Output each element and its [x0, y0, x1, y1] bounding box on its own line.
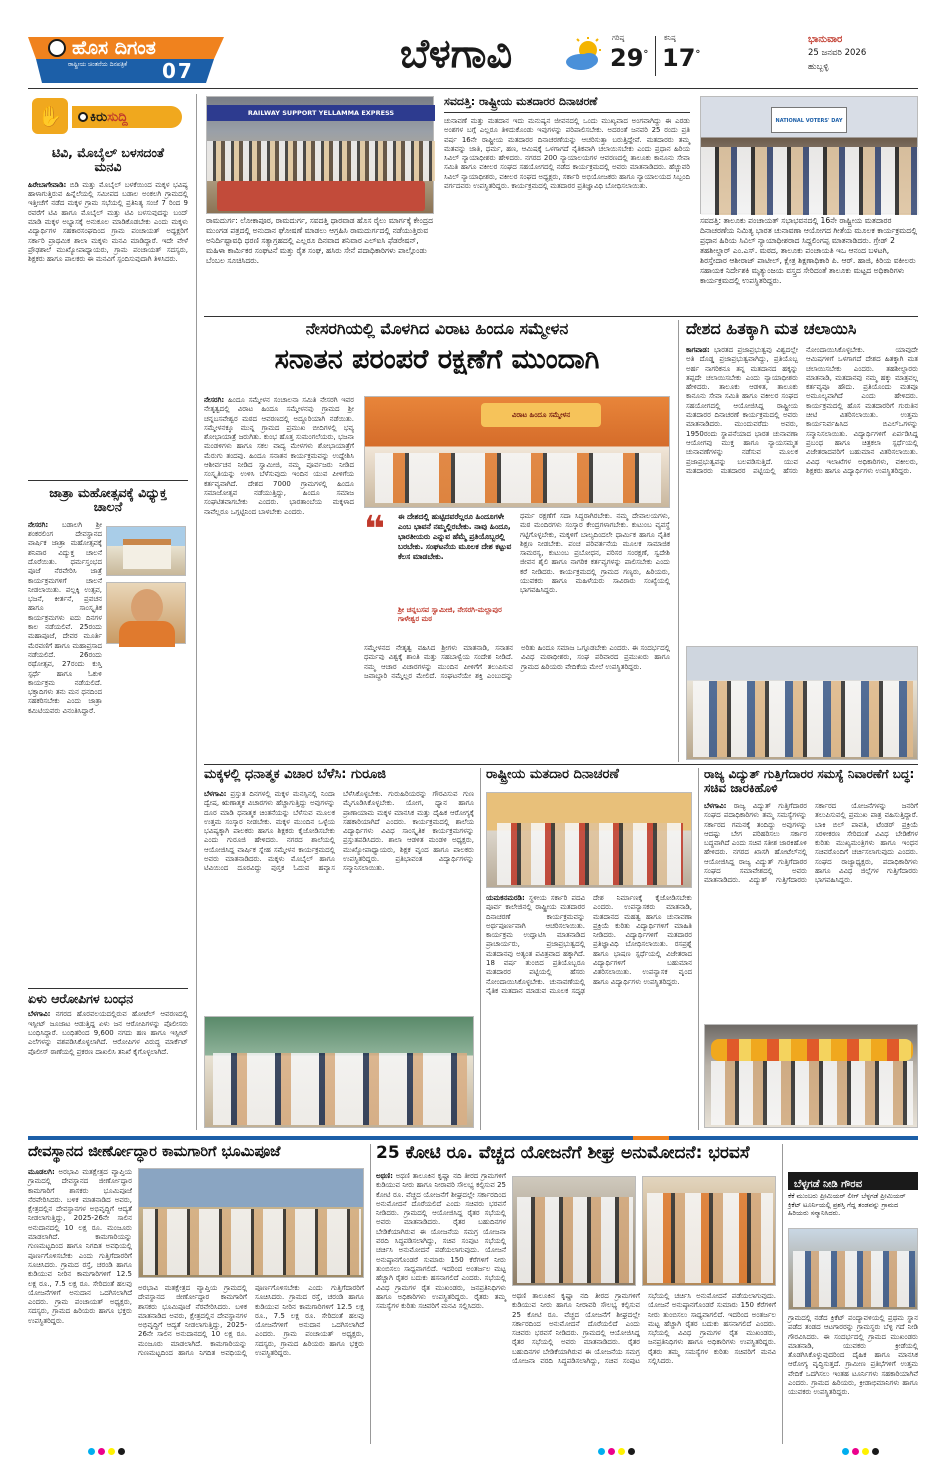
desha-people-shape: [693, 681, 913, 757]
guruji-dateline: ಬೆಳಗಾವಿ:: [204, 790, 227, 798]
stage-banner: ವಿರಾಟ ಹಿಂದೂ ಸಮ್ಮೇಳನ: [481, 403, 601, 427]
silver-mace-title: ಬೆಳ್ಳಗಡೆ ನೀಡಿ ಗೌರವ: [794, 1179, 863, 1190]
yamakanamaradi-people-shape: [497, 823, 683, 885]
reg-dots-right-icon: [842, 1448, 879, 1455]
swamiji-face-shape: [131, 589, 163, 625]
lead-col-1-text: ಹಿಂದೂ ಸಮ್ಮೇಳನ ಸಂಚಾಲನಾ ಸಮಿತಿ ನೇಸರಗಿ ಇವರ ನೇತೃತ್ವದಲ್ಲಿ ವಿರಾಟ ಹಿಂದೂ ಸಮ್ಮೇಳನವು ಗ್ರಾಮದ ಶ್ರೀ ಚನ್ನಬಸವೇಶ್ವರ ಮಠದ ಆವರಣದಲ್ಲಿ ಅದ್ದೂರಿಯಾಗಿ ನಡೆಯಿತು. ಸಮ್ಮೇಳನಕ್ಕೂ ಮುನ್ನ ಗ್ರಾಮದ ಪ್ರಮುಖ ಬೀದಿಗಳಲ್ಲಿ ಭವ್ಯ ಶೋಭಾಯಾತ್ರೆ ಜರುಗಿತು. ಕುಂಭ ಹೊತ್ತ ಸುಮಂಗಲೆಯರು, ಭಜನಾ ಮಂಡಳಿಗಳು ಹಾಗೂ ಸಕಲ ವಾದ್ಯ ಮೇಳಗಳು ಶೋಭಾಯಾತ್ರೆಗೆ ಮೆರುಗು ತಂದವು. ಹಿಂದೂ ಸನಾತನ ಕಾರ್ಯಕ್ರಮವನ್ನು ಉದ್ದೇಶಿಸಿ ಆಶೀರ್ವಚನ ನೀಡಿದ ಸ್ವಾಮೀಜಿ, ನಮ್ಮ ಪೂರ್ವಜರು ನೀಡಿದ ಸಂಸ್ಕೃತಿಯನ್ನು ಉಳಿಸಿ ಬೆಳೆಸುವುದು ಇಂದಿನ ಯುವ ಪೀಳಿಗೆಯ ಕರ್ತವ್ಯವಾಗಿದೆ. ದೇಶದ 7000 ಗ್ರಾಮಗಳಲ್ಲಿ ಹಿಂದೂ ಸಮಾಜೋತ್ಸವ ನಡೆಯುತ್ತಿದ್ದು, ಹಿಂದೂ ಸಮಾಜ ಸಂಘಟಿತವಾಗಬೇಕು ಎಂದರು. ಭಾರತಾಂಬೆಯ ಮಕ್ಕಳಾದ ನಾವೆಲ್ಲರೂ ಒಗ್ಗಟ್ಟಿನಿಂದ ಬಾಳಬೇಕು ಎಂದರು.: [204, 396, 354, 516]
city-text: ಹುಬ್ಬಳ್ಳಿ: [808, 62, 829, 72]
min-temp-value: 17: [662, 44, 696, 72]
project-approval-photo-1: [512, 1176, 636, 1286]
guruji-photo: [204, 1016, 474, 1128]
silver-mace-header: [788, 1172, 918, 1190]
silver-mace-body: ಗ್ರಾಮದಲ್ಲಿ ನಡೆದ ಕ್ರಿಕೆಟ್ ಪಂದ್ಯಾವಳಿಯಲ್ಲಿ ಪ್ರಥಮ ಸ್ಥಾನ ಪಡೆದ ತಂಡದ ಆಟಗಾರರನ್ನು ಗ್ರಾಮಸ್ಥರು ಬೆಳ್ಳಿ ಗದೆ ನೀಡಿ ಗೌರವಿಸಿದರು. ಈ ಸಂದರ್ಭದಲ್ಲಿ ಗ್ರಾಮದ ಮುಖಂಡರು ಮಾತನಾಡಿ, ಯುವಕರು ಕ್ರೀಡೆಯಲ್ಲಿ ತೊಡಗಿಸಿಕೊಳ್ಳುವುದರಿಂದ ದೈಹಿಕ ಹಾಗೂ ಮಾನಸಿಕ ಆರೋಗ್ಯ ವೃದ್ಧಿಸುತ್ತದೆ. ಗ್ರಾಮೀಣ ಪ್ರತಿಭೆಗಳಿಗೆ ಉತ್ತಮ ವೇದಿಕೆ ಒದಗಿಸಲು ಇಂತಹ ಟೂರ್ನಿಗಳು ಸಹಕಾರಿಯಾಗಿವೆ ಎಂದರು. ಗ್ರಾಮದ ಹಿರಿಯರು, ಕ್ರೀಡಾಭಿಮಾನಿಗಳು ಹಾಗೂ ಯುವಕರು ಉಪಸ್ಥಿತರಿದ್ದರು.: [788, 1314, 918, 1397]
date-text: 25 ಜನವರಿ 2026: [808, 48, 867, 58]
reg-dots-left-icon: [88, 1448, 125, 1455]
lead-col-3: ಸಮ್ಮೇಳನದ ನೇತೃತ್ವ ವಹಿಸಿದ ಶ್ರೀಗಳು ಮಾತನಾಡಿ, ಸನಾತನ ಧರ್ಮವು ವಿಶ್ವಕ್ಕೆ ಶಾಂತಿ ಮತ್ತು ಸಹಬಾಳ್ವೆಯ ಸಂದೇಶ ನೀಡಿದೆ. ನಮ್ಮ ಆಚಾರ ವಿಚಾರಗಳನ್ನು ಮುಂದಿನ ಪೀಳಿಗೆಗೆ ತಲುಪಿಸುವ ಜವಾಬ್ದಾರಿ ನಮ್ಮೆಲ್ಲರ ಮೇಲಿದೆ. ಸಂಘಟನೆಯೇ ಶಕ್ತಿ ಎಂಬುದನ್ನು ಅರಿತು ಹಿಂದೂ ಸಮಾಜ ಒಗ್ಗೂಡಬೇಕು ಎಂದರು. ಈ ಸಂದರ್ಭದಲ್ಲಿ ವಿವಿಧ ಮಠಾಧೀಶರು, ಸಂಘ ಪರಿವಾರದ ಪ್ರಮುಖರು ಹಾಗೂ ಗ್ರಾಮದ ಹಿರಿಯರು ವೇದಿಕೆಯ ಮೇಲೆ ಉಪಸ್ಥಿತರಿದ್ದರು.: [364, 644, 670, 680]
railway-protest-photo: [206, 96, 434, 214]
masthead: [0, 0, 945, 92]
desha-title: ದೇಶದ ಹಿತಕ್ಕಾಗಿ ಮತ ಚಲಾಯಿಸಿ: [686, 319, 857, 338]
temple-shape: [123, 539, 171, 569]
desha-story[interactable]: [686, 320, 918, 762]
swamiji-robe-shape: [119, 621, 175, 647]
silver-mace-photo: [788, 1228, 918, 1310]
row3-divider-2: [698, 768, 699, 1130]
kiru-story-1[interactable]: [28, 146, 188, 476]
row3-divider-1: [480, 768, 481, 1130]
yamakanamaradi-story[interactable]: [486, 768, 692, 1130]
protest-banner: RAILWAY SUPPORT YELLAMMA EXPRESS: [207, 105, 435, 121]
kiru-story-2-body-rest: [28, 646, 188, 986]
electricity-dateline: ಬೆಳಗಾವಿ:: [704, 802, 727, 810]
bottom-divider-2: [782, 1144, 783, 1444]
temple-photo: [106, 526, 186, 576]
project-approval-photo-2: [642, 1176, 776, 1286]
temple-renovation-crowd-shape: [143, 1209, 361, 1275]
degree-symbol: °: [643, 49, 649, 60]
electricity-people-shape: [711, 1061, 913, 1125]
temple-renovation-story[interactable]: [28, 1144, 364, 1444]
hindu-sammelana-photo: [364, 396, 670, 508]
yamakanamaradi-dateline: ಯಮಕನಮರಡಿ:: [486, 894, 525, 902]
desha-photo: [686, 646, 918, 760]
weather-sun-cloud-icon: [564, 36, 604, 72]
kiru-story-2-dateline: ನೇಸರಗಿ:: [28, 520, 49, 529]
kiru-story-2-text: ಬಡಾಲಗಿ ಶ್ರೀ ಶಂಕರಲಿಂಗ ದೇವಸ್ಥಾನದ ವಾರ್ಷಿಕ ಜಾತ್ರಾ ಮಹೋತ್ಸವಕ್ಕೆ ಶನಿವಾರ ವಿದ್ಯುಕ್ತ ಚಾಲನೆ ದೊರೆಯಿತು. ಧರ್ಮಸ್ತಂಭದ ಪೂಜೆ ನೆರವೇರಿಸಿ ಜಾತ್ರೆ ಕಾರ್ಯಕ್ರಮಗಳಿಗೆ ಚಾಲನೆ ನೀಡಲಾಯಿತು. ಪಲ್ಲಕ್ಕಿ ಉತ್ಸವ, ಭಜನೆ, ಕೀರ್ತನೆ, ಪ್ರವಚನ ಹಾಗೂ ಸಾಂಸ್ಕೃತಿಕ ಕಾರ್ಯಕ್ರಮಗಳು ಐದು ದಿನಗಳ ಕಾಲ ನಡೆಯಲಿವೆ. 25ರಂದು ಮಹಾಪೂಜೆ, ದೇವರ ಮೂರ್ತಿ ಮೆರವಣಿಗೆ ಹಾಗೂ ಮಹಾಪ್ರಸಾದ ನಡೆಯಲಿದೆ. 26ರಂದು ರಥೋತ್ಸವ, 27ರಂದು ಕುಸ್ತಿ ಸ್ಪರ್ಧೆ ಹಾಗೂ ಓಕುಳಿ ಕಾರ್ಯಕ್ರಮ ನಡೆಯಲಿದೆ. ಭಕ್ತಾದಿಗಳು ತನು ಮನ ಧನದಿಂದ ಸಹಕರಿಸಬೇಕು ಎಂದು ಜಾತ್ರಾ ಕಮಿಟಿಯವರು ವಿನಂತಿಸಿದ್ದಾರೆ.: [28, 520, 102, 715]
reg-dots-center-icon: [598, 1448, 635, 1455]
logo-block[interactable]: [28, 33, 224, 85]
day-name: ಭಾನುವಾರ: [808, 34, 843, 45]
edition-title: ಬೆಳಗಾವಿ: [400, 31, 513, 77]
electricity-photo: [704, 1024, 918, 1128]
kiru-story-3-body: [28, 1010, 188, 1118]
quote-icon: ❝: [364, 509, 386, 550]
savadatti-title-rule: [444, 112, 690, 113]
temp-divider: [655, 36, 656, 76]
bottom-divider-1: [370, 1144, 371, 1444]
savadatti-story-title: ಸವದತ್ತಿ: ರಾಷ್ಟ್ರೀಯ ಮತದಾರರ ದಿನಾಚರಣೆ: [444, 95, 598, 108]
left-column-divider: [196, 94, 197, 1130]
voters-day-banner: NATIONAL VOTERS' DAY: [771, 107, 847, 133]
max-temp: [610, 44, 648, 72]
project-approval-text: ಅಥಣಿ ತಾಲೂಕಿನ ಕೃಷ್ಣಾ ನದಿ ತೀರದ ಗ್ರಾಮಗಳಿಗೆ ಕುಡಿಯುವ ನೀರು ಹಾಗೂ ನೀರಾವರಿ ಸೌಲಭ್ಯ ಕಲ್ಪಿಸುವ 25 ಕೋಟಿ ರೂ. ವೆಚ್ಚದ ಯೋಜನೆಗೆ ಶೀಘ್ರದಲ್ಲೇ ಸರ್ಕಾರದಿಂದ ಅನುಮೋದನೆ ದೊರೆಯಲಿದೆ ಎಂದು ಸಚಿವರು ಭರವಸೆ ನೀಡಿದರು. ಗ್ರಾಮದಲ್ಲಿ ಆಯೋಜಿಸಿದ್ದ ರೈತರ ಸಭೆಯಲ್ಲಿ ಅವರು ಮಾತನಾಡಿದರು. ರೈತರ ಬಹುದಿನಗಳ ಬೇಡಿಕೆಯಾಗಿರುವ ಈ ಯೋಜನೆಯ ಸಮಗ್ರ ಯೋಜನಾ ವರದಿ ಸಿದ್ಧಪಡಿಸಲಾಗಿದ್ದು, ಸಚಿವ ಸಂಪುಟ ಸಭೆಯಲ್ಲಿ ಚರ್ಚಿಸಿ ಅನುಮೋದನೆ ಪಡೆಯಲಾಗುವುದು. ಯೋಜನೆ ಅನುಷ್ಠಾನಗೊಂಡರೆ ಸುಮಾರು 150 ಕೆರೆಗಳಿಗೆ ನೀರು ತುಂಬಿಸಲು ಸಾಧ್ಯವಾಗಲಿದೆ. ಇದರಿಂದ ಅಂತರ್ಜಲ ಮಟ್ಟ ಹೆಚ್ಚಾಗಿ ರೈತರ ಬದುಕು ಹಸನಾಗಲಿದೆ ಎಂದರು. ಸಭೆಯಲ್ಲಿ ವಿವಿಧ ಗ್ರಾಮಗಳ ರೈತ ಮುಖಂಡರು, ಜನಪ್ರತಿನಿಧಿಗಳು ಹಾಗೂ ಅಧಿಕಾರಿಗಳು ಉಪಸ್ಥಿತರಿದ್ದರು. ರೈತರು ತಮ್ಮ ಸಮಸ್ಯೆಗಳ ಕುರಿತು ಸಚಿವರಿಗೆ ಮನವಿ ಸಲ್ಲಿಸಿದರು.: [376, 1172, 506, 1311]
electricity-story[interactable]: [704, 768, 918, 1130]
kiru-story-2[interactable]: [28, 486, 188, 986]
temple-renovation-col-2: ಅರಭಾವಿ ಮತಕ್ಷೇತ್ರದ ವ್ಯಾಪ್ತಿಯ ಗ್ರಾಮದಲ್ಲಿ ದೇವಸ್ಥಾನದ ಜೀರ್ಣೋದ್ಧಾರ ಕಾಮಗಾರಿಗೆ ಶಾಸಕರು ಭೂಮಿಪೂಜೆ ನೆರವೇರಿಸಿದರು. ಬಳಿಕ ಮಾತನಾಡಿದ ಅವರು, ಕ್ಷೇತ್ರದಲ್ಲಿನ ದೇವಸ್ಥಾನಗಳ ಅಭಿವೃದ್ಧಿಗೆ ಆದ್ಯತೆ ನೀಡಲಾಗುತ್ತಿದ್ದು, 2025-26ನೇ ಸಾಲಿನ ಅನುದಾನದಲ್ಲಿ 10 ಲಕ್ಷ ರೂ. ಮಂಜೂರು ಮಾಡಲಾಗಿದೆ. ಕಾಮಗಾರಿಯನ್ನು ಗುಣಮಟ್ಟದಿಂದ ಹಾಗೂ ನಿಗದಿತ ಅವಧಿಯಲ್ಲಿ ಪೂರ್ಣಗೊಳಿಸಬೇಕು ಎಂದು ಗುತ್ತಿಗೆದಾರರಿಗೆ ಸೂಚಿಸಿದರು. ಗ್ರಾಮದ ರಸ್ತೆ, ಚರಂಡಿ ಹಾಗೂ ಕುಡಿಯುವ ನೀರಿನ ಕಾಮಗಾರಿಗಳಿಗೆ 12.5 ಲಕ್ಷ ರೂ., 7.5 ಲಕ್ಷ ರೂ. ಸೇರಿದಂತೆ ಹಲವು ಯೋಜನೆಗಳಿಗೆ ಅನುದಾನ ಒದಗಿಸಲಾಗಿದೆ ಎಂದರು. ಗ್ರಾಮ ಪಂಚಾಯತ್ ಅಧ್ಯಕ್ಷರು, ಸದಸ್ಯರು, ಗ್ರಾಮದ ಹಿರಿಯರು ಹಾಗೂ ಭಕ್ತರು ಉಪಸ್ಥಿತರಿದ್ದರು.: [138, 1284, 364, 1358]
lead-right-divider: [678, 320, 679, 762]
silver-mace-lead: ಕೆಕೆ ಮುಂಬರು ಪ್ರೀಮಿಯರ್ ಲೀಗ್ ಬೆಳ್ಳಗಡೆ ಪ್ರೀಮಿಯರ್ ಕ್ರಿಕೆಟ್ ಟೂರ್ನಿಯಲ್ಲಿ ಪ್ರಶಸ್ತಿ ಗೆದ್ದ ತಂಡವನ್ನು ಗ್ರಾಮದ ಹಿರಿಯರು ಸನ್ಮಾನಿಸಿದರು.: [788, 1192, 906, 1217]
swamiji-photo: [106, 582, 186, 644]
top-row-rule: [204, 316, 918, 317]
lead-col-1: [204, 396, 354, 760]
project-approval-title: 25 ಕೋಟಿ ರೂ. ವೆಚ್ಚದ ಯೋಜನೆಗೆ ಶೀಘ್ರ ಅನುಮೋದನೆ: ಭರವಸೆ: [376, 1143, 750, 1163]
kiru-story-2-body-top: [28, 520, 102, 715]
railway-photo-caption: ರಾಮದುರ್ಗ: ಲೋಕಾಪೂರ, ರಾಮದುರ್ಗ, ಸವದತ್ತಿ ಧಾರವಾಡ ಹೊಸ ರೈಲು ಮಾರ್ಗಕ್ಕೆ ಕೇಂದ್ರದ ಮುಂಗಡ ಪತ್ರದಲ್ಲಿ ಅನುದಾನ ಘೋಷಣೆ ಮಾಡಲು ಆಗ್ರಹಿಸಿ ರಾಮದುರ್ಗದಲ್ಲಿ ನಡೆಯುತ್ತಿರುವ ಅನಿರ್ದಿಷ್ಟಾವಧಿ ಧರಣಿ ಸತ್ಯಾಗ್ರಹದಲ್ಲಿ ಎಲ್ಲರೂ ದಿನವಾದ ಶನಿವಾರ ಎಲ್‌ಐಸಿ ಫೆಡರೇಷನ್, ಮಹಿಳಾ ಕಾರ್ಮಿಕರ ಸಂಘಟನೆ ಮತ್ತು ರೈತ ಸಂಘ, ಹಸಿರು ಸೇನೆ ಪದಾಧಿಕಾರಿಗಳು ಪಾಲ್ಗೊಂಡು ಬೆಂಬಲ ಸೂಚಿಸಿದರು.: [206, 216, 433, 265]
electricity-title: ರಾಜ್ಯ ವಿದ್ಯುತ್ ಗುತ್ತಿಗೆದಾರರ ಸಮಸ್ಯೆ ನಿವಾರಣೆಗೆ ಬದ್ಧ: ಸಚಿವ ಜಾರಕಿಹೊಳಿ: [704, 767, 915, 795]
project-approval-col-1: [376, 1172, 506, 1442]
people-shape: [701, 147, 919, 215]
min-temp: [662, 44, 700, 72]
kiru-brand-b: ಸುದ್ದಿ: [107, 110, 128, 125]
guruji-people-shape: [213, 1053, 467, 1125]
temple-renovation-photo: [138, 1168, 364, 1278]
lead-col-2: ಧರ್ಮ ರಕ್ಷಣೆಗೆ ಸದಾ ಸಿದ್ಧರಾಗಿರಬೇಕು. ನಮ್ಮ ದೇವಾಲಯಗಳು, ಮಠ ಮಂದಿರಗಳು ಸಂಸ್ಕಾರ ಕೇಂದ್ರಗಳಾಗಬೇಕು. ಕುಟುಂಬ ವ್ಯವಸ್ಥೆ ಗಟ್ಟಿಗೊಳ್ಳಬೇಕು, ಮಕ್ಕಳಿಗೆ ಬಾಲ್ಯದಿಂದಲೇ ಧಾರ್ಮಿಕ ಹಾಗೂ ನೈತಿಕ ಶಿಕ್ಷಣ ನೀಡಬೇಕು. ಪಂಚ ಪರಿವರ್ತನೆಯ ಮೂಲಕ ಸಾಮಾಜಿಕ ಸಾಮರಸ್ಯ, ಕುಟುಂಬ ಪ್ರಬೋಧನ, ಪರಿಸರ ಸಂರಕ್ಷಣೆ, ಸ್ವದೇಶಿ ಜೀವನ ಶೈಲಿ ಹಾಗೂ ನಾಗರಿಕ ಕರ್ತವ್ಯಗಳನ್ನು ಪಾಲಿಸಬೇಕು ಎಂದು ಕರೆ ನೀಡಿದರು. ಕಾರ್ಯಕ್ರಮದಲ್ಲಿ ಗ್ರಾಮದ ಗಣ್ಯರು, ಹಿರಿಯರು, ಯುವಕರು ಹಾಗೂ ಮಹಿಳೆಯರು ಸಾವಿರಾರು ಸಂಖ್ಯೆಯಲ್ಲಿ ಭಾಗವಹಿಸಿದ್ದರು.: [520, 512, 670, 595]
savadatti-story-body: ಚುನಾವಣೆ ಮತ್ತು ಮತದಾನ ಇದು ಮನುಷ್ಯನ ಜೀವನದಲ್ಲಿ ಒಂದು ಮುಖ್ಯವಾದ ಅಂಗವಾಗಿದ್ದು ಈ ಎರಡು ಅಂಶಗಳ ಬಗ್ಗೆ ಎಲ್ಲರೂ ತಿಳಿದುಕೊಂಡು ಇವುಗಳನ್ನು ಪರಿಪಾಲಿಸಬೇಕು. ಅದರಂತೆ ಜನವರಿ 25 ರಂದು ಪ್ರತಿ ವರ್ಷ 16ನೇ ರಾಷ್ಟ್ರೀಯ ಮತದಾರರ ದಿನಾಚರಣೆಯನ್ನು ಆಚರಿಸುತ್ತಾ ಬರುತ್ತಿದ್ದೇವೆ. ಮತದಾರರು ತಮ್ಮ ಮತವನ್ನು ಜಾತಿ, ಧರ್ಮ, ಹಣ, ಆಮಿಷಕ್ಕೆ ಒಳಗಾಗದೆ ನೈತಿಕವಾಗಿ ಚಲಾಯಿಸಬೇಕು ಎಂದು ಪ್ರಧಾನ ಹಿರಿಯ ಸಿವಿಲ್ ನ್ಯಾಯಾಧೀಶರು ಹೇಳಿದರು. ನಗರದ 200 ನ್ಯಾಯಾಲಯಗಳ ಆವರಣದಲ್ಲಿ ತಾಲೂಕು ಕಾನೂನು ಸೇವಾ ಸಮಿತಿ ಹಾಗೂ ವಕೀಲರ ಸಂಘದ ಸಹಯೋಗದಲ್ಲಿ ನಡೆದ ಕಾರ್ಯಕ್ರಮದಲ್ಲಿ ಅವರು ಮಾತನಾಡಿದರು. ಹೆಚ್ಚುವರಿ ಸಿವಿಲ್ ನ್ಯಾಯಾಧೀಶರು, ವಕೀಲರ ಸಂಘದ ಅಧ್ಯಕ್ಷರು, ಸರ್ಕಾರಿ ಅಭಿಯೋಜಕರು ಹಾಗೂ ನ್ಯಾಯಾಲಯದ ಸಿಬ್ಬಂದಿ ವರ್ಗದವರು ಉಪಸ್ಥಿತರಿದ್ದರು. ಕಾರ್ಯಕ್ರಮದಲ್ಲಿ ಮತದಾರರ ಪ್ರತಿಜ್ಞಾವಿಧಿ ಬೋಧಿಸಲಾಯಿತು.: [444, 117, 690, 191]
bottom-section-bar: [28, 1136, 918, 1140]
lead-quote-box: [364, 509, 516, 640]
temple-renovation-dateline: ಮೂಡಲಗಿ:: [28, 1168, 55, 1176]
max-temp-value: 29: [610, 44, 644, 72]
logo-emblem-icon: [48, 39, 66, 57]
electricity-turbans-shape: [711, 1039, 913, 1061]
project-approval-dateline: ಅಥಣಿ:: [376, 1172, 393, 1180]
guruji-body: [204, 790, 474, 1010]
kiru-story-3-title: ಏಳು ಆರೋಪಿಗಳ ಬಂಧನ: [28, 991, 134, 1006]
silver-mace-people-shape: [793, 1251, 915, 1307]
silver-mace-story[interactable]: [788, 1172, 918, 1444]
temple-renovation-title: ದೇವಸ್ಥಾನದ ಜೀರ್ಣೋದ್ಧಾರ ಕಾಮಗಾರಿಗೆ ಭೂಮಿಪೂಜೆ: [28, 1144, 281, 1160]
yamakanamaradi-photo: [486, 792, 692, 888]
kiru-story-2-title: ಜಾತ್ರಾ ಮಹೋತ್ಸವಕ್ಕೆ ವಿಧ್ಯುಕ್ತ ಚಾಲನೆ: [49, 485, 167, 515]
lead-story[interactable]: [204, 320, 670, 762]
yamakanamaradi-body: [486, 894, 692, 1128]
voters-day-photo: [700, 96, 918, 214]
guruji-body-text: ಪ್ರಸ್ತುತ ದಿನಗಳಲ್ಲಿ ಮಕ್ಕಳ ಮನಸ್ಸಿನಲ್ಲಿ ನಿಂದಾ ದ್ವೇಷ, ಋಣಾತ್ಮಕ ವಿಚಾರಗಳು ಹೆಚ್ಚಾಗುತ್ತಿದ್ದು ಅವುಗಳನ್ನು ದೂರ ಮಾಡಿ ಧನಾತ್ಮಕ ಚಿಂತನೆಯನ್ನು ಬೆಳೆಸುವ ಮೂಲಕ ಉತ್ತಮ ಸಂಸ್ಕಾರ ನೀಡಬೇಕು. ಮಕ್ಕಳ ಮುಂದಿನ ಒಳ್ಳೆಯ ಭವಿಷ್ಯಕ್ಕಾಗಿ ಪಾಲಕರು ಹಾಗೂ ಶಿಕ್ಷಕರು ಕೈಜೋಡಿಸಬೇಕು ಎಂದು ಗುರೂಜಿ ಹೇಳಿದರು. ನಗರದ ಶಾಲೆಯಲ್ಲಿ ಆಯೋಜಿಸಿದ್ದ ವಾರ್ಷಿಕ ಸ್ನೇಹ ಸಮ್ಮೇಳನ ಕಾರ್ಯಕ್ರಮದಲ್ಲಿ ಅವರು ಮಾತನಾಡಿದರು. ಮಕ್ಕಳು ಮೊಬೈಲ್ ಹಾಗೂ ಟಿವಿಯಿಂದ ದೂರವಿದ್ದು ಪುಸ್ತಕ ಓದುವ ಹವ್ಯಾಸ ಬೆಳೆಸಿಕೊಳ್ಳಬೇಕು. ಗುರುಹಿರಿಯರನ್ನು ಗೌರವಿಸುವ ಗುಣ ಮೈಗೂಡಿಸಿಕೊಳ್ಳಬೇಕು. ಯೋಗ, ಧ್ಯಾನ ಹಾಗೂ ಪ್ರಾಣಾಯಾಮ ಮಕ್ಕಳ ಮಾನಸಿಕ ಮತ್ತು ದೈಹಿಕ ಆರೋಗ್ಯಕ್ಕೆ ಸಹಕಾರಿಯಾಗಿದೆ ಎಂದರು. ಕಾರ್ಯಕ್ರಮದಲ್ಲಿ ಶಾಲೆಯ ವಿದ್ಯಾರ್ಥಿಗಳು ವಿವಿಧ ಸಾಂಸ್ಕೃತಿಕ ಕಾರ್ಯಕ್ರಮಗಳನ್ನು ಪ್ರಸ್ತುತಪಡಿಸಿದರು. ಶಾಲಾ ಆಡಳಿತ ಮಂಡಳಿ ಅಧ್ಯಕ್ಷರು, ಮುಖ್ಯೋಪಾಧ್ಯಾಯರು, ಶಿಕ್ಷಕ ವೃಂದ ಹಾಗೂ ಪಾಲಕರು ಉಪಸ್ಥಿತರಿದ್ದರು. ಪ್ರತಿಭಾವಂತ ವಿದ್ಯಾರ್ಥಿಗಳನ್ನು ಸನ್ಮಾನಿಸಲಾಯಿತು.: [204, 790, 474, 873]
yamakanamaradi-body-text: ಸ್ಥಳೀಯ ಸರ್ಕಾರಿ ಪದವಿ ಪೂರ್ವ ಕಾಲೇಜಿನಲ್ಲಿ ರಾಷ್ಟ್ರೀಯ ಮತದಾರರ ದಿನಾಚರಣೆ ಕಾರ್ಯಕ್ರಮವನ್ನು ಅರ್ಥಪೂರ್ಣವಾಗಿ ಆಚರಿಸಲಾಯಿತು. ಕಾರ್ಯಕ್ರಮ ಉದ್ಘಾಟಿಸಿ ಮಾತನಾಡಿದ ಪ್ರಾಚಾರ್ಯರು, ಪ್ರಜಾಪ್ರಭುತ್ವದಲ್ಲಿ ಮತದಾನವು ಅತ್ಯಂತ ಪವಿತ್ರವಾದ ಹಕ್ಕಾಗಿದೆ. 18 ವರ್ಷ ತುಂಬಿದ ಪ್ರತಿಯೊಬ್ಬರೂ ಮತದಾರರ ಪಟ್ಟಿಯಲ್ಲಿ ಹೆಸರು ನೋಂದಾಯಿಸಿಕೊಳ್ಳಬೇಕು. ಚುನಾವಣೆಯಲ್ಲಿ ನೈತಿಕ ಮತದಾನ ಮಾಡುವ ಮೂಲಕ ಸದೃಢ ದೇಶ ನಿರ್ಮಾಣಕ್ಕೆ ಕೈಜೋಡಿಸಬೇಕು ಎಂದರು. ಉಪನ್ಯಾಸಕರು ಮಾತನಾಡಿ, ಮತದಾನದ ಮಹತ್ವ ಹಾಗೂ ಚುನಾವಣಾ ಪ್ರಕ್ರಿಯೆ ಕುರಿತು ವಿದ್ಯಾರ್ಥಿಗಳಿಗೆ ಮಾಹಿತಿ ನೀಡಿದರು. ವಿದ್ಯಾರ್ಥಿಗಳಿಗೆ ಮತದಾರರ ಪ್ರತಿಜ್ಞಾವಿಧಿ ಬೋಧಿಸಲಾಯಿತು. ರಸಪ್ರಶ್ನೆ ಹಾಗೂ ಭಾಷಣ ಸ್ಪರ್ಧೆಯಲ್ಲಿ ವಿಜೇತರಾದ ವಿದ್ಯಾರ್ಥಿಗಳಿಗೆ ಬಹುಮಾನ ವಿತರಿಸಲಾಯಿತು. ಉಪನ್ಯಾಸಕ ವೃಂದ ಹಾಗೂ ವಿದ್ಯಾರ್ಥಿಗಳು ಉಪಸ್ಥಿತರಿದ್ದರು.: [486, 894, 692, 995]
project-approval-story[interactable]: [376, 1144, 776, 1444]
savadatti-story[interactable]: [444, 96, 690, 314]
kiru-brand-a: ಕಿರು: [90, 110, 108, 125]
registration-marks: [0, 1446, 945, 1460]
logo-text: ಹೊಸ ದಿಗಂತ: [72, 37, 156, 59]
guruji-title: ಮಕ್ಕಳಲ್ಲಿ ಧನಾತ್ಮಕ ವಿಚಾರ ಬೆಳೆಸಿ: ಗುರೂಜಿ: [204, 767, 387, 782]
yamakanamaradi-title: ರಾಷ್ಟ್ರೀಯ ಮತದಾರ ದಿನಾಚರಣೆ: [486, 767, 619, 782]
kiru-story-1-body: [28, 181, 188, 449]
kiru-story-1-title: ಟಿವಿ, ಮೊಬೈಲ್ ಬಳಸದಂತೆ ಮನವಿ: [51, 145, 165, 175]
kiru-dot-icon: [78, 112, 88, 122]
electricity-body: [704, 802, 918, 1020]
kiru-divider-2: [28, 988, 188, 989]
kiru-story-3-text: ನಗರದ ಹೊರವಲಯದಲ್ಲಿರುವ ಹೋಟೆಲ್ ಆವರಣದಲ್ಲಿ ಇಸ್ಪೀಟ್ ಜೂಜಾಟ ಆಡುತ್ತಿದ್ದ ಏಳು ಜನ ಆರೋಪಿಗಳನ್ನು ಪೊಲೀಸರು ಬಂಧಿಸಿದ್ದಾರೆ. ಬಂಧಿತರಿಂದ 9,600 ನಗದು ಹಣ ಹಾಗೂ ಇಸ್ಪೀಟ್ ಎಲೆಗಳನ್ನು ವಶಪಡಿಸಿಕೊಳ್ಳಲಾಗಿದೆ. ಆರೋಪಿಗಳ ವಿರುದ್ಧ ಮಾರ್ಕೆಟ್ ಪೊಲೀಸ್ ಠಾಣೆಯಲ್ಲಿ ಪ್ರಕರಣ ದಾಖಲಿಸಿ ತನಿಖೆ ಕೈಗೊಳ್ಳಲಾಗಿದೆ.: [28, 1010, 188, 1056]
lead-dateline: ನೇಸರಗಿ:: [204, 396, 225, 404]
kiru-story-3[interactable]: [28, 992, 188, 1122]
voters-day-caption: ಸವದತ್ತಿ: ತಾಲೂಕು ಪಂಚಾಯತ್ ಸಭಾಭವನದಲ್ಲಿ 16ನೇ ರಾಷ್ಟ್ರೀಯ ಮತದಾರರ ದಿನಾಚರಣೆಯ ನಿಮಿತ್ಯ ಭಾರತ ಚುನಾವಣಾ ಆಯೋಗದ ಗೀತೆಯ ಮೂಲಕ ಕಾರ್ಯಕ್ರಮದಲ್ಲಿ ಪ್ರಧಾನ ಹಿರಿಯ ಸಿವಿಲ್ ನ್ಯಾಯಾಧೀಶರಾದ ಸಿದ್ದಲಿಂಗಪ್ಪ ಮಾತನಾಡಿದರು. ಗ್ರೇಡ್ 2 ತಹಶೀಲ್ದಾರ್ ಎಂ.ಎಸ್. ಮಠದ, ತಾಲೂಕು ಪಂಚಾಯತಿ ಇಒ ಆನಂದ ಬಳಟಗಿ, ಶಿರಸ್ತೇದಾರ ಆಶೀರಾಜ್ ಪಾಟೀಲ್, ಕ್ಷೇತ್ರ ಶಿಕ್ಷಣಾಧಿಕಾರಿ ಪಿ. ಆರ್. ಹಾಜಿ, ಕಿರಿಯ ವಕೀಲರು ಸಹಾಯಕ ನಿರ್ದೇಶಕಿ ಮೃತ್ಯುಂಜಯ ವಸ್ತ್ರದ ಸೇರಿದಂತೆ ತಾಲೂಕು ಮಟ್ಟದ ಅಧಿಕಾರಿಗಳು ಕಾರ್ಯಕ್ರಮದಲ್ಲಿ ಉಪಸ್ಥಿತರಿದ್ದರು.: [700, 216, 917, 285]
masthead-rule: [28, 88, 918, 89]
mat-shape: [217, 181, 425, 211]
min-temp-label: ಕನಿಷ್ಠ: [664, 34, 676, 42]
max-temp-label: ಗರಿಷ್ಠ: [612, 34, 625, 42]
quote-author: ಶ್ರೀ ಚನ್ನಬಸವ ಸ್ವಾಮೀಜಿ, ನೇಸರಗಿ-ಮಲ್ಲಾಪುರ ಗಾಳೇಶ್ವರ ಮಠ: [398, 606, 502, 623]
desha-body-text: ಭಾರತದ ಪ್ರಜಾಪ್ರಭುತ್ವವು ವಿಶ್ವದಲ್ಲೇ ಅತಿ ದೊಡ್ಡ ಪ್ರಜಾಪ್ರಭುತ್ವವಾಗಿದ್ದು, ಪ್ರತಿಯೊಬ್ಬ ಅರ್ಹ ನಾಗರಿಕನೂ ತನ್ನ ಮತದಾನದ ಹಕ್ಕನ್ನು ತಪ್ಪದೇ ಚಲಾಯಿಸಬೇಕು ಎಂದು ನ್ಯಾಯಾಧೀಶರು ಹೇಳಿದರು. ತಾಲೂಕು ಆಡಳಿತ, ತಾಲೂಕು ಕಾನೂನು ಸೇವಾ ಸಮಿತಿ ಹಾಗೂ ವಕೀಲರ ಸಂಘದ ಸಹಯೋಗದಲ್ಲಿ ಆಯೋಜಿಸಿದ್ದ ರಾಷ್ಟ್ರೀಯ ಮತದಾರರ ದಿನಾಚರಣೆ ಕಾರ್ಯಕ್ರಮದಲ್ಲಿ ಅವರು ಮಾತನಾಡಿದರು. ಮುಂದುವರೆದು ಅವರು, 1950ರಂದು ಸ್ಥಾಪನೆಯಾದ ಭಾರತ ಚುನಾವಣಾ ಆಯೋಗವು ಮುಕ್ತ ಹಾಗೂ ನ್ಯಾಯಸಮ್ಮತ ಚುನಾವಣೆಗಳನ್ನು ನಡೆಸುವ ಮೂಲಕ ಪ್ರಜಾಪ್ರಭುತ್ವವನ್ನು ಬಲಪಡಿಸುತ್ತಿದೆ. ಯುವ ಮತದಾರರು ಮತದಾರರ ಪಟ್ಟಿಯಲ್ಲಿ ಹೆಸರು ನೋಂದಾಯಿಸಿಕೊಳ್ಳಬೇಕು. ಯಾವುದೇ ಆಮಿಷಗಳಿಗೆ ಒಳಗಾಗದೆ ದೇಶದ ಹಿತಕ್ಕಾಗಿ ಮತ ಚಲಾಯಿಸಬೇಕು ಎಂದರು. ತಹಶೀಲ್ದಾರರು ಮಾತನಾಡಿ, ಮತದಾನವು ನಮ್ಮ ಹಕ್ಕು ಮಾತ್ರವಲ್ಲ ಕರ್ತವ್ಯವೂ ಹೌದು. ಪ್ರತಿಯೊಂದು ಮತವೂ ಅಮೂಲ್ಯವಾಗಿದೆ ಎಂದು ಹೇಳಿದರು. ಕಾರ್ಯಕ್ರಮದಲ್ಲಿ ಹೊಸ ಮತದಾರರಿಗೆ ಗುರುತಿನ ಚೀಟಿ ವಿತರಿಸಲಾಯಿತು. ಉತ್ತಮ ಕಾರ್ಯನಿರ್ವಹಿಸಿದ ಬಿಎಲ್‌ಒಗಳನ್ನು ಸನ್ಮಾನಿಸಲಾಯಿತು. ವಿದ್ಯಾರ್ಥಿಗಳಿಗೆ ಏರ್ಪಡಿಸಿದ್ದ ಪ್ರಬಂಧ ಹಾಗೂ ಚಿತ್ರಕಲಾ ಸ್ಪರ್ಧೆಯಲ್ಲಿ ವಿಜೇತರಾದವರಿಗೆ ಬಹುಮಾನ ವಿತರಿಸಲಾಯಿತು. ವಿವಿಧ ಇಲಾಖೆಗಳ ಅಧಿಕಾರಿಗಳು, ವಕೀಲರು, ಶಿಕ್ಷಕರು ಹಾಗೂ ವಿದ್ಯಾರ್ಥಿಗಳು ಉಪಸ್ಥಿತರಿದ್ದರು.: [686, 346, 918, 475]
kiru-story-1-text: ಬಿಡಿ ಮತ್ತು ಮೊಬೈಲ್ ಬಳಕೆಯಿಂದ ಮಕ್ಕಳ ಭವಿಷ್ಯ ಹಾಳಾಗುತ್ತಿರುವ ಹಿನ್ನೆಲೆಯಲ್ಲಿ ಸಮೀಪದ ಬಡಾಲ ಅಂಕಲಗಿ ಗ್ರಾಮದಲ್ಲಿ ಇತ್ತೀಚೆಗೆ ನಡೆದ ಮಕ್ಕಳ ಗ್ರಾಮ ಸಭೆಯಲ್ಲಿ ಪ್ರತಿನಿತ್ಯ ಸಂಜೆ 7 ರಿಂದ 9 ರವರೆಗೆ ಟಿವಿ ಹಾಗೂ ಮೊಬೈಲ್ ಮತ್ತು ಟಿವಿ ಬಳಸುವುದನ್ನು ಬಂದ್ ಮಾಡಿ ಮಕ್ಕಳ ಅಭ್ಯಾಸಕ್ಕೆ ಅನುಕೂಲ ಮಾಡಿಕೊಡಬೇಕು ಎಂದು ಮಕ್ಕಳು ವಿದ್ಯಾರ್ಥಿಗಳ ಸಹಕಾರಸಂಘದಿಂದ ಗ್ರಾಮ ಪಂಚಾಯತ್ ಅಧ್ಯಕ್ಷರಿಗೆ ಸರ್ಕಾರಿ ಪ್ರಾಥಮಿಕ ಶಾಲಾ ಮಕ್ಕಳು ಮನವಿ ಮಾಡಿದ್ದಾರೆ. ಇದೇ ವೇಳೆ ಪ್ರೌಢಶಾಲೆ ಮುಖ್ಯೋಪಾಧ್ಯಾಯರು, ಗ್ರಾಮ ಪಂಚಾಯತ್ ಸದಸ್ಯರು, ಶಿಕ್ಷಕರು ಹಾಗೂ ಪಾಲಕರು ಈ ಮನವಿಗೆ ಸ್ಪಂದಿಸುವುದಾಗಿ ತಿಳಿಸಿದರು.: [28, 180, 188, 264]
kiru-banner: [72, 106, 182, 128]
kiru-suddi-column: [28, 94, 188, 1126]
lead-kicker: ನೇಸರಗಿಯಲ್ಲಿ ಮೊಳಗಿದ ವಿರಾಟ ಹಿಂದೂ ಸಮ್ಮೇಳನ: [305, 319, 569, 338]
desha-dateline: ಕಾಗವಾಡ:: [686, 346, 710, 354]
desha-body: [686, 346, 918, 642]
guruji-story[interactable]: [204, 768, 474, 1130]
mid-row-rule: [204, 764, 918, 765]
project-approval-col-2: ಅಥಣಿ ತಾಲೂಕಿನ ಕೃಷ್ಣಾ ನದಿ ತೀರದ ಗ್ರಾಮಗಳಿಗೆ ಕುಡಿಯುವ ನೀರು ಹಾಗೂ ನೀರಾವರಿ ಸೌಲಭ್ಯ ಕಲ್ಪಿಸುವ 25 ಕೋಟಿ ರೂ. ವೆಚ್ಚದ ಯೋಜನೆಗೆ ಶೀಘ್ರದಲ್ಲೇ ಸರ್ಕಾರದಿಂದ ಅನುಮೋದನೆ ದೊರೆಯಲಿದೆ ಎಂದು ಸಚಿವರು ಭರವಸೆ ನೀಡಿದರು. ಗ್ರಾಮದಲ್ಲಿ ಆಯೋಜಿಸಿದ್ದ ರೈತರ ಸಭೆಯಲ್ಲಿ ಅವರು ಮಾತನಾಡಿದರು. ರೈತರ ಬಹುದಿನಗಳ ಬೇಡಿಕೆಯಾಗಿರುವ ಈ ಯೋಜನೆಯ ಸಮಗ್ರ ಯೋಜನಾ ವರದಿ ಸಿದ್ಧಪಡಿಸಲಾಗಿದ್ದು, ಸಚಿವ ಸಂಪುಟ ಸಭೆಯಲ್ಲಿ ಚರ್ಚಿಸಿ ಅನುಮೋದನೆ ಪಡೆಯಲಾಗುವುದು. ಯೋಜನೆ ಅನುಷ್ಠಾನಗೊಂಡರೆ ಸುಮಾರು 150 ಕೆರೆಗಳಿಗೆ ನೀರು ತುಂಬಿಸಲು ಸಾಧ್ಯವಾಗಲಿದೆ. ಇದರಿಂದ ಅಂತರ್ಜಲ ಮಟ್ಟ ಹೆಚ್ಚಾಗಿ ರೈತರ ಬದುಕು ಹಸನಾಗಲಿದೆ ಎಂದರು. ಸಭೆಯಲ್ಲಿ ವಿವಿಧ ಗ್ರಾಮಗಳ ರೈತ ಮುಖಂಡರು, ಜನಪ್ರತಿನಿಧಿಗಳು ಹಾಗೂ ಅಧಿಕಾರಿಗಳು ಉಪಸ್ಥಿತರಿದ್ದರು. ರೈತರು ತಮ್ಮ ಸಮಸ್ಯೆಗಳ ಕುರಿತು ಸಚಿವರಿಗೆ ಮನವಿ ಸಲ್ಲಿಸಿದರು.: [512, 1292, 776, 1366]
quote-text: ಈ ದೇಶದಲ್ಲಿ ಹುಟ್ಟಿದವರೆಲ್ಲರೂ ಹಿಂದೂಗಳೇ ಎಂಬ ಭಾವನೆ ನಮ್ಮಲ್ಲಿರಬೇಕು. ನಾವು ಹಿಂದೂ, ಭಾರತೀಯರು ಎನ್ನುವ ಹೆಮ್ಮೆ ಪ್ರತಿಯೊಬ್ಬರಲ್ಲಿ ಬರಬೇಕು. ಸಂಘಟನೆಯ ಮೂಲಕ ದೇಶ ಕಟ್ಟುವ ಕೆಲಸ ಮಾಡಬೇಕು.: [398, 512, 512, 561]
temple-renovation-text: ಅರಭಾವಿ ಮತಕ್ಷೇತ್ರದ ವ್ಯಾಪ್ತಿಯ ಗ್ರಾಮದಲ್ಲಿ ದೇವಸ್ಥಾನದ ಜೀರ್ಣೋದ್ಧಾರ ಕಾಮಗಾರಿಗೆ ಶಾಸಕರು ಭೂಮಿಪೂಜೆ ನೆರವೇರಿಸಿದರು. ಬಳಿಕ ಮಾತನಾಡಿದ ಅವರು, ಕ್ಷೇತ್ರದಲ್ಲಿನ ದೇವಸ್ಥಾನಗಳ ಅಭಿವೃದ್ಧಿಗೆ ಆದ್ಯತೆ ನೀಡಲಾಗುತ್ತಿದ್ದು, 2025-26ನೇ ಸಾಲಿನ ಅನುದಾನದಲ್ಲಿ 10 ಲಕ್ಷ ರೂ. ಮಂಜೂರು ಮಾಡಲಾಗಿದೆ. ಕಾಮಗಾರಿಯನ್ನು ಗುಣಮಟ್ಟದಿಂದ ಹಾಗೂ ನಿಗದಿತ ಅವಧಿಯಲ್ಲಿ ಪೂರ್ಣಗೊಳಿಸಬೇಕು ಎಂದು ಗುತ್ತಿಗೆದಾರರಿಗೆ ಸೂಚಿಸಿದರು. ಗ್ರಾಮದ ರಸ್ತೆ, ಚರಂಡಿ ಹಾಗೂ ಕುಡಿಯುವ ನೀರಿನ ಕಾಮಗಾರಿಗಳಿಗೆ 12.5 ಲಕ್ಷ ರೂ., 7.5 ಲಕ್ಷ ರೂ. ಸೇರಿದಂತೆ ಹಲವು ಯೋಜನೆಗಳಿಗೆ ಅನುದಾನ ಒದಗಿಸಲಾಗಿದೆ ಎಂದರು. ಗ್ರಾಮ ಪಂಚಾಯತ್ ಅಧ್ಯಕ್ಷರು, ಸದಸ್ಯರು, ಗ್ರಾಮದ ಹಿರಿಯರು ಹಾಗೂ ಭಕ್ತರು ಉಪಸ್ಥಿತರಿದ್ದರು.: [28, 1168, 132, 1325]
project-people-shape-1: [517, 1197, 633, 1283]
stage-guests-shape: [375, 453, 661, 503]
kiru-story-1-dateline: ಹಿರೇಬಾಗೇವಾಡಿ:: [28, 180, 67, 189]
date-block: [808, 34, 918, 72]
logo-tagline: ರಾಷ್ಟ್ರೀಯ ಚಿಂತನೆಯ ದಿನಪತ್ರಿಕೆ: [68, 61, 128, 68]
kiru-story-3-dateline: ಬೆಳಗಾವಿ:: [28, 1010, 51, 1019]
crowd-shape: [207, 141, 435, 181]
temple-renovation-col-1: [28, 1168, 132, 1442]
kiru-divider-1: [28, 480, 188, 481]
electricity-body-text: ರಾಜ್ಯ ವಿದ್ಯುತ್ ಗುತ್ತಿಗೆದಾರರ ಸಂಘದ ಪದಾಧಿಕಾರಿಗಳು ತಮ್ಮ ಸಮಸ್ಯೆಗಳನ್ನು ಸರ್ಕಾರದ ಗಮನಕ್ಕೆ ತಂದಿದ್ದು ಅವುಗಳನ್ನು ಆದಷ್ಟು ಬೇಗ ಪರಿಹರಿಸಲು ಸರ್ಕಾರ ಬದ್ಧವಾಗಿದೆ ಎಂದು ಸಚಿವ ಸತೀಶ ಜಾರಕಿಹೊಳಿ ಹೇಳಿದರು. ನಗರದ ಖಾಸಗಿ ಹೋಟೆಲ್‌ನಲ್ಲಿ ಆಯೋಜಿಸಿದ್ದ ರಾಜ್ಯ ವಿದ್ಯುತ್ ಗುತ್ತಿಗೆದಾರರ ಸಂಘದ ಸಮಾವೇಶದಲ್ಲಿ ಅವರು ಮಾತನಾಡಿದರು. ವಿದ್ಯುತ್ ಗುತ್ತಿಗೆದಾರರು ಸರ್ಕಾರದ ಯೋಜನೆಗಳನ್ನು ಜನರಿಗೆ ತಲುಪಿಸುವಲ್ಲಿ ಪ್ರಮುಖ ಪಾತ್ರ ವಹಿಸುತ್ತಿದ್ದಾರೆ. ಬಾಕಿ ಬಿಲ್ ಪಾವತಿ, ಟೆಂಡರ್ ಪ್ರಕ್ರಿಯೆ ಸರಳೀಕರಣ ಸೇರಿದಂತೆ ವಿವಿಧ ಬೇಡಿಕೆಗಳ ಕುರಿತು ಮುಖ್ಯಮಂತ್ರಿಗಳು ಹಾಗೂ ಇಂಧನ ಸಚಿವರೊಂದಿಗೆ ಚರ್ಚಿಸಲಾಗುವುದು ಎಂದರು. ಸಂಘದ ರಾಜ್ಯಾಧ್ಯಕ್ಷರು, ಪದಾಧಿಕಾರಿಗಳು ಹಾಗೂ ವಿವಿಧ ಜಿಲ್ಲೆಗಳ ಗುತ್ತಿಗೆದಾರರು ಭಾಗವಹಿಸಿದ್ದರು.: [704, 802, 918, 885]
degree-symbol: °: [695, 49, 701, 60]
lead-headline: ಸನಾತನ ಪರಂಪರೆ ರಕ್ಷಣೆಗೆ ಮುಂದಾಗಿ: [274, 344, 600, 376]
project-people-shape-2: [647, 1193, 773, 1283]
hand-icon: ✋: [32, 98, 68, 134]
page-number: 07: [162, 59, 194, 83]
kiru-header: [28, 98, 188, 138]
